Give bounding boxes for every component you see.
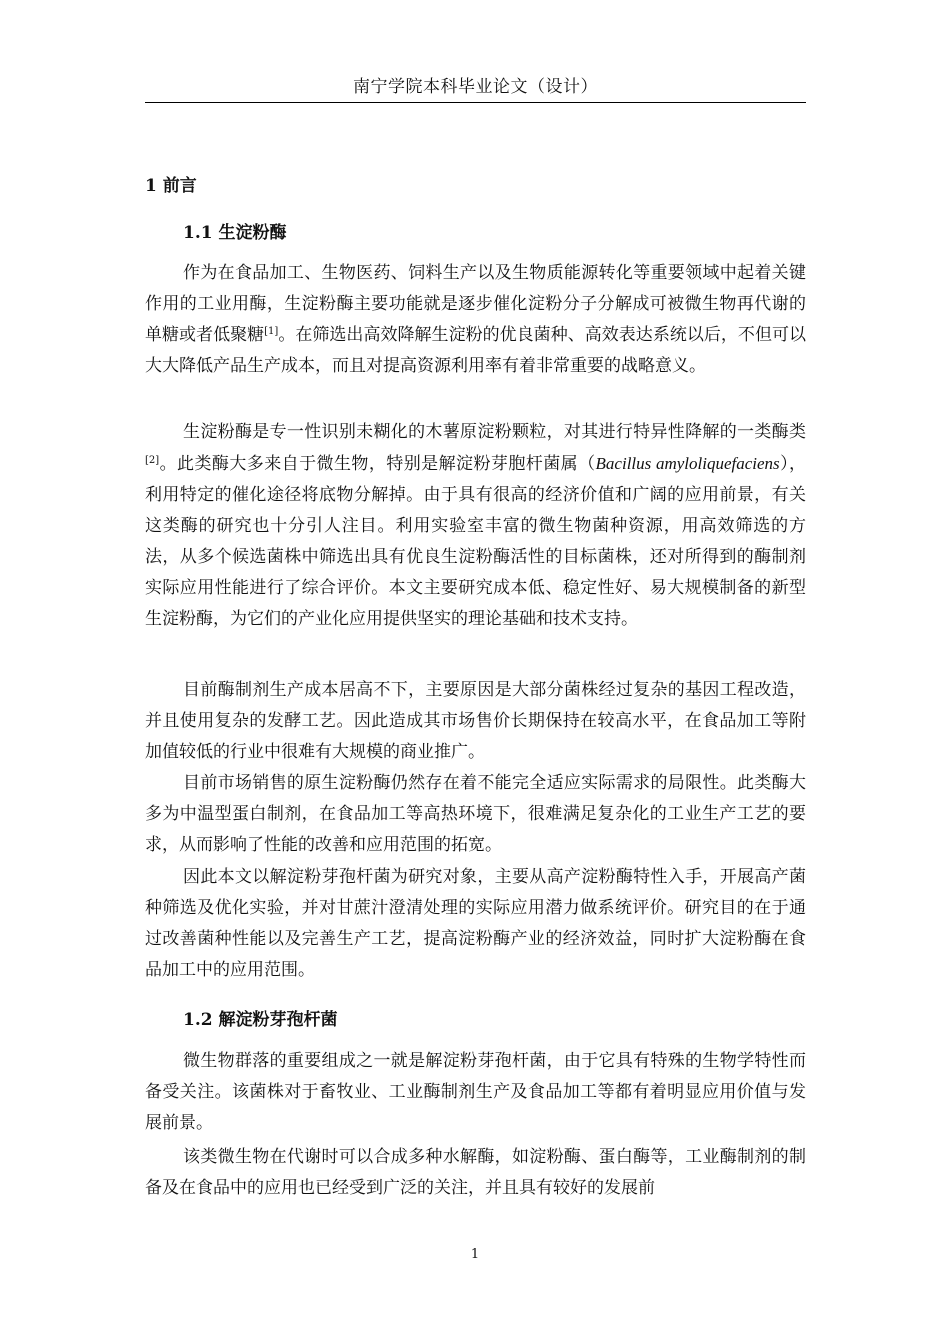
paragraph-7: 该类微生物在代谢时可以合成多种水解酶，如淀粉酶、蛋白酶等，工业酶制剂的制备及在食品中的应用也已经受到广泛的关注，并且具有较好的发展前 [145,1147,806,1198]
paragraph-4: 目前市场销售的原生淀粉酶仍然存在着不能完全适应实际需求的局限性。此类酶大多为中温型蛋白制剂，在食品加工等高热环境下，很难满足复杂化的工业生产工艺的要求，从而影响了性能的改善和应用范围的拓宽。 [145,773,806,855]
citation-2: [2] [145,455,160,466]
paragraph-6: 微生物群落的重要组成之一就是解淀粉芽孢杆菌，由于它具有特殊的生物学特性而备受关注。该菌株对于畜牧业、工业酶制剂生产及食品加工等都有着明显应用价值与发展前景。 [145,1051,806,1133]
subsection-title-bacillus: 1.2 解淀粉芽孢杆菌 [183,1010,338,1030]
page-number: 1 [470,1247,480,1262]
running-header: 南宁学院本科毕业论文（设计） [145,72,806,103]
paragraph-5: 因此本文以解淀粉芽孢杆菌为研究对象，主要从高产淀粉酶特性入手，开展高产菌种筛选及优化实验，并对甘蔗汁澄清处理的实际应用潜力做系统评价。研究目的在于通过改善菌种性能以及完善生产工艺，提高淀粉酶产业的经济效益，同时扩大淀粉酶在食品加工中的应用范围。 [145,867,806,980]
paragraph-1-text-b: 。在筛选出高效降解生淀粉的优良菌种、高效表达系统以后，不但可以大大降低产品生产成本，而且对提高资源利用率有着非常重要的战略意义。 [145,325,807,376]
paragraph-1-text-a: 作为在食品加工、生物医药、饲料生产以及生物质能源转化等重要领域中起着关键作用的工业用酶，生淀粉酶主要功能就是逐步催化淀粉分子分解成可被微生物再代谢的单糖或者低聚糖 [145,263,806,345]
paragraph-2-text-b: 。此类酶大多来自于微生物，特别是解淀粉芽胞杆菌属（ [159,454,596,474]
paragraph-2 [145,417,806,635]
subsection-title-raw-starch-enzyme: 1.1 生淀粉酶 [183,223,287,243]
section-title-introduction: 1 前言 [145,176,197,196]
species-name-latin: Bacillus amyloliquefaciens [595,454,780,473]
paragraph-1 [145,258,806,382]
citation-1: [1] [264,326,279,337]
paragraph-2-text-a: 生淀粉酶是专一性识别未糊化的木薯原淀粉颗粒，对其进行特异性降解的一类酶类 [183,422,806,442]
paragraph-3: 目前酶制剂生产成本居高不下，主要原因是大部分菌株经过复杂的基因工程改造，并且使用复杂的发酵工艺。因此造成其市场售价长期保持在较高水平，在食品加工等附加值较低的行业中很难有大规模的商业推广。 [145,680,806,762]
paragraph-2-text-c: ），利用特定的催化途径将底物分解掉。由于具有很高的经济价值和广阔的应用前景，有关这类酶的研究也十分引人注目。利用实验室丰富的微生物菌种资源，用高效筛选的方法，从多个候选菌株中筛选出具有优良生淀粉酶活性的目标菌株，还对所得到的酶制剂实际应用性能进行了综合评价。本文主要研究成本低、稳定性好、易大规模制备的新型生淀粉酶，为它们的产业化应用提供坚实的理论基础和技术支持。 [145,454,807,629]
